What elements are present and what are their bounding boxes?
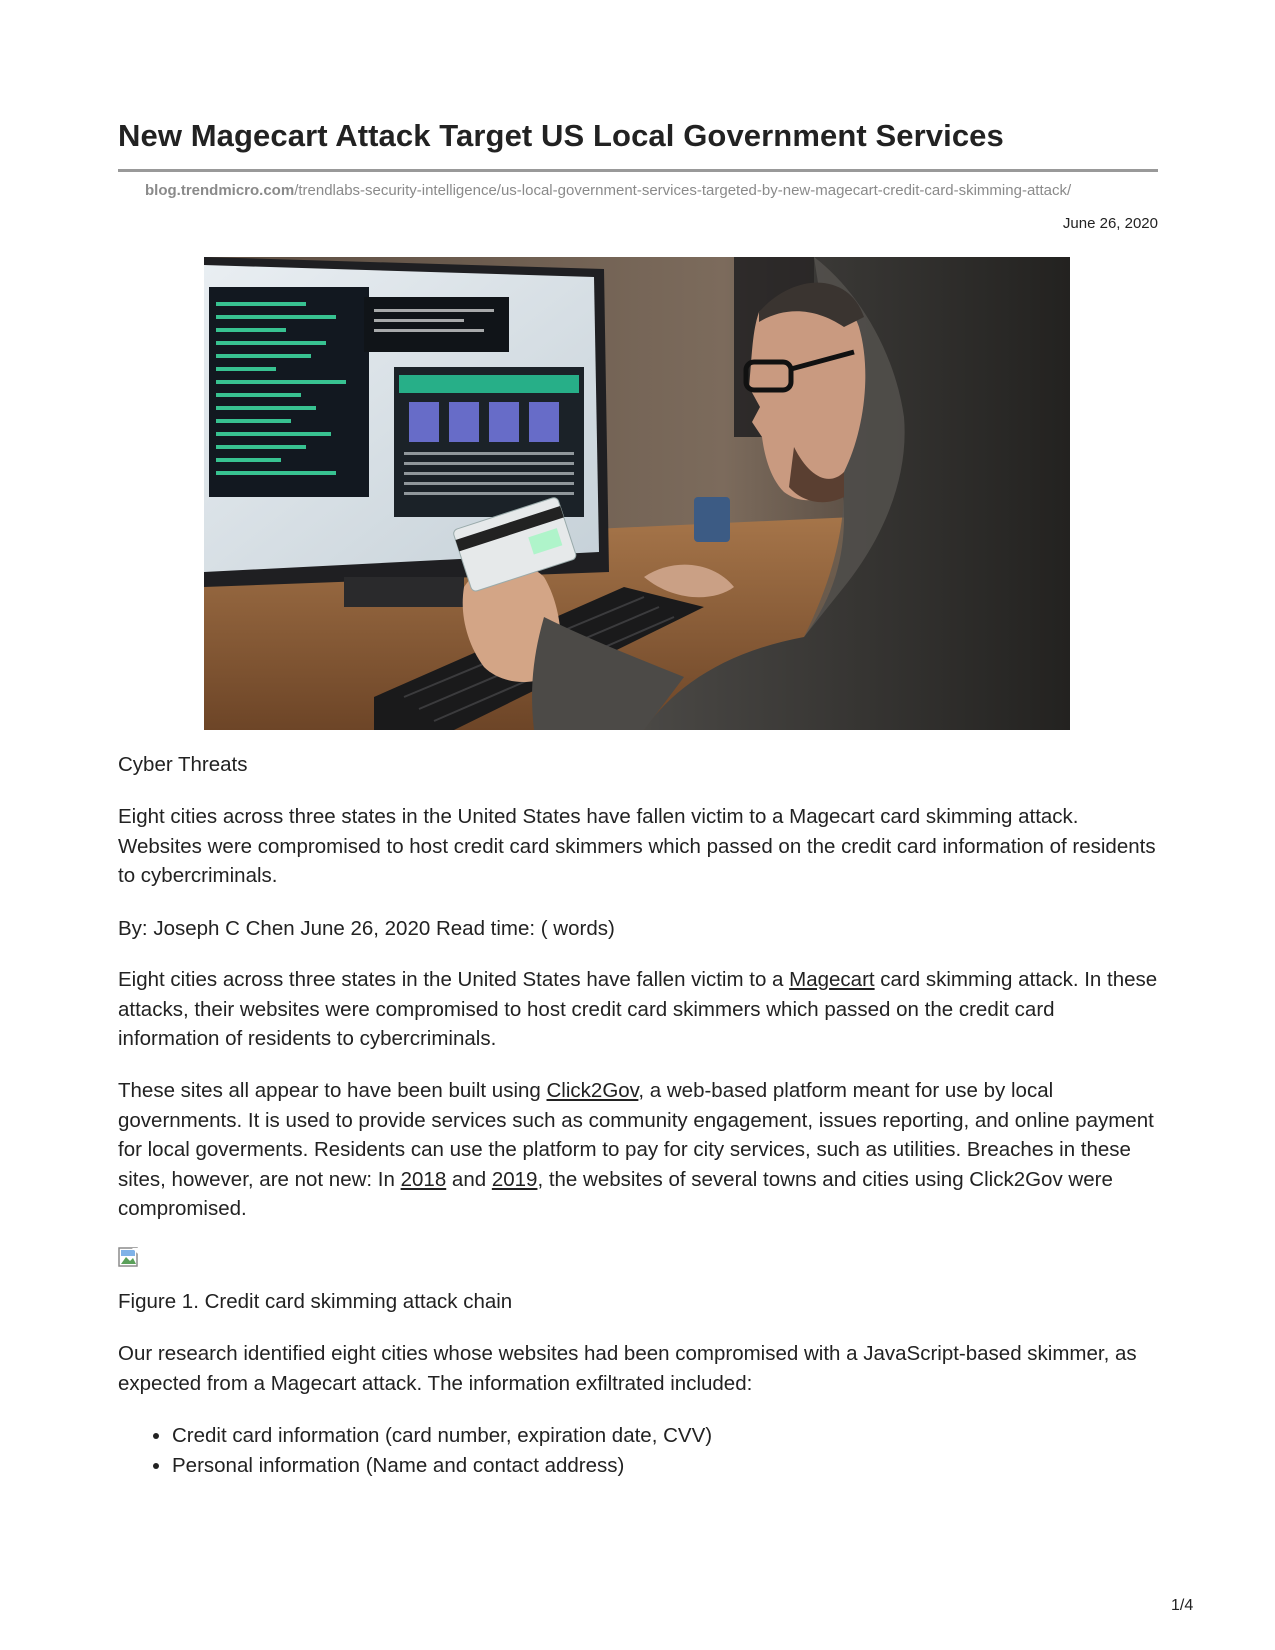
magecart-link[interactable]: Magecart [789,968,875,991]
paragraph-2-text-cont: , a web-based platform meant for use by local governments. It is used to provide services such as community engagement, issues reporting, and online payment for local goverments. Residents can use the platform to pay for city services, such as utilities. Breaches in these sites, however, are not new: In [118,1079,1154,1191]
link-2019[interactable]: 2019 [491,1167,538,1191]
article-summary: Eight cities across three states in the United States have fallen victim to a Magecart card skimming attack. Websites were compromised to host credit card skimmers which passed on the credit card information of residents to cybercriminals. [118,805,1156,887]
source-domain[interactable]: blog.trendmicro.com [145,182,295,199]
paragraph-1-text: Eight cities across three states in the United States have fallen victim to a [118,968,790,991]
list-item: • Credit card information (card number, expiration date, CVV) [172,1421,1212,1451]
paragraph-1-text-cont: card skimming attack. In these attacks, their websites were compromised to host credit card skimmers which passed on the credit card information of residents to cybercriminals. [118,968,1158,1050]
source-path[interactable]: /trendlabs-security-intelligence/us-local-government-services-targeted-by-new-magecart-credit-card-skimming-attack/ [294,182,1072,199]
paragraph-2-text-end: , the websites of several towns and cities using Click2Gov were compromised. [118,1167,1113,1220]
exfiltrated-info-list [118,1421,1212,1480]
list-item: • Personal information (Name and contact address) [172,1451,1212,1481]
article-byline: By: Joseph C Chen June 26, 2020 Read time: ( words) [118,917,615,940]
paragraph-3: Our research identified eight cities whose websites had been compromised with a JavaScript-based skimmer, as expected from a Magecart attack. The information exfiltrated included: [118,1342,1137,1395]
page-number: 1/4 [1171,1597,1194,1614]
figure-caption: Figure 1. Credit card skimming attack chain [118,1290,513,1313]
source-url[interactable] [145,182,1158,199]
link-2018[interactable]: 2018 [400,1167,447,1191]
article-title: New Magecart Attack Target US Local Government Services [118,118,1004,153]
publish-date: June 26, 2020 [1062,215,1158,232]
broken-image-icon [118,1247,140,1269]
paragraph-2-and: and [446,1167,492,1191]
hacker-at-computer-illustration [204,257,1070,730]
category-label: Cyber Threats [118,753,248,776]
paragraph-1 [118,965,1158,1054]
click2gov-link[interactable]: Click2Gov [546,1079,639,1102]
hero-image [204,257,1070,730]
title-divider [118,169,1158,172]
paragraph-2-text: These sites all appear to have been built using [118,1079,547,1102]
paragraph-2 [118,1076,1158,1224]
